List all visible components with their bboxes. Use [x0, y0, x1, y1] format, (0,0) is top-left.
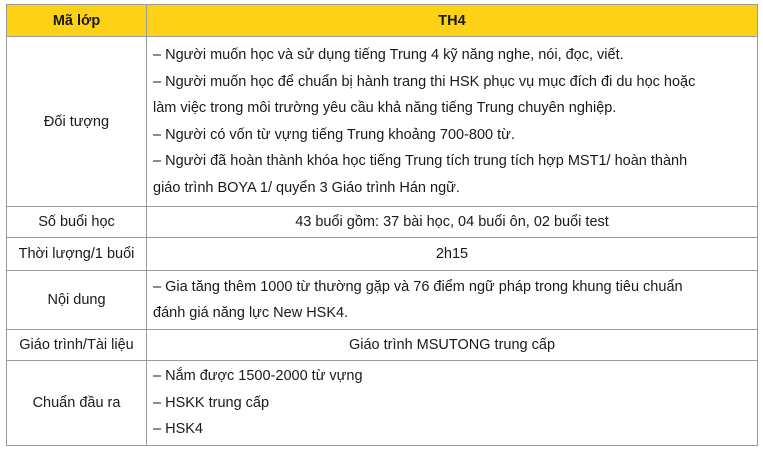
header-value-cell: TH4 [147, 5, 758, 37]
target-line: – Người muốn học để chuẩn bị hành trang thi HSK phục vụ mục đích đi du học hoặc [153, 73, 696, 90]
table-row-sessions [7, 207, 758, 238]
target-line: giáo trình BOYA 1/ quyển 3 Giáo trình Hán ngữ. [153, 179, 460, 196]
target-line: – Người muốn học và sử dụng tiếng Trung 4 kỹ năng nghe, nói, đọc, viết. [153, 47, 624, 63]
content-line: – Gia tăng thêm 1000 từ thường gặp và 76 điểm ngữ pháp trong khung tiêu chuẩn [153, 278, 683, 295]
table-row-duration [7, 238, 758, 271]
target-line: – Người có vốn từ vựng tiếng Trung khoảng 700-800 từ. [153, 126, 515, 143]
table-row-content [7, 271, 758, 330]
duration-label: Thời lượng/1 buổi [7, 238, 147, 271]
sessions-label: Số buổi học [7, 207, 147, 238]
material-value: Giáo trình MSUTONG trung cấp [147, 330, 758, 361]
target-value [147, 37, 758, 207]
content-label: Nội dung [7, 271, 147, 330]
content-value [147, 271, 758, 330]
output-value [147, 361, 758, 446]
output-line: – HSK4 [153, 421, 203, 438]
target-line: làm việc trong môi trường yêu cầu khả năng tiếng Trung chuyên nghiệp. [153, 100, 617, 116]
header-label-cell: Mã lớp [7, 5, 147, 37]
output-label: Chuẩn đầu ra [7, 361, 147, 446]
target-label: Đối tượng [7, 37, 147, 207]
content-line: đánh giá năng lực New HSK4. [153, 305, 349, 321]
table-row-output [7, 361, 758, 446]
table-row-material [7, 330, 758, 361]
duration-value: 2h15 [147, 238, 758, 271]
material-label: Giáo trình/Tài liệu [7, 330, 147, 361]
target-line: – Người đã hoàn thành khóa học tiếng Trung tích trung tích hợp MST1/ hoàn thành [153, 153, 688, 169]
output-line: – Nắm được 1500-2000 từ vựng [153, 368, 363, 385]
sessions-value: 43 buổi gồm: 37 bài học, 04 buổi ôn, 02 buổi test [147, 207, 758, 238]
output-line: – HSKK trung cấp [153, 394, 270, 411]
table-header-row [7, 5, 758, 37]
course-info-table [6, 4, 758, 446]
table-row-target [7, 37, 758, 207]
